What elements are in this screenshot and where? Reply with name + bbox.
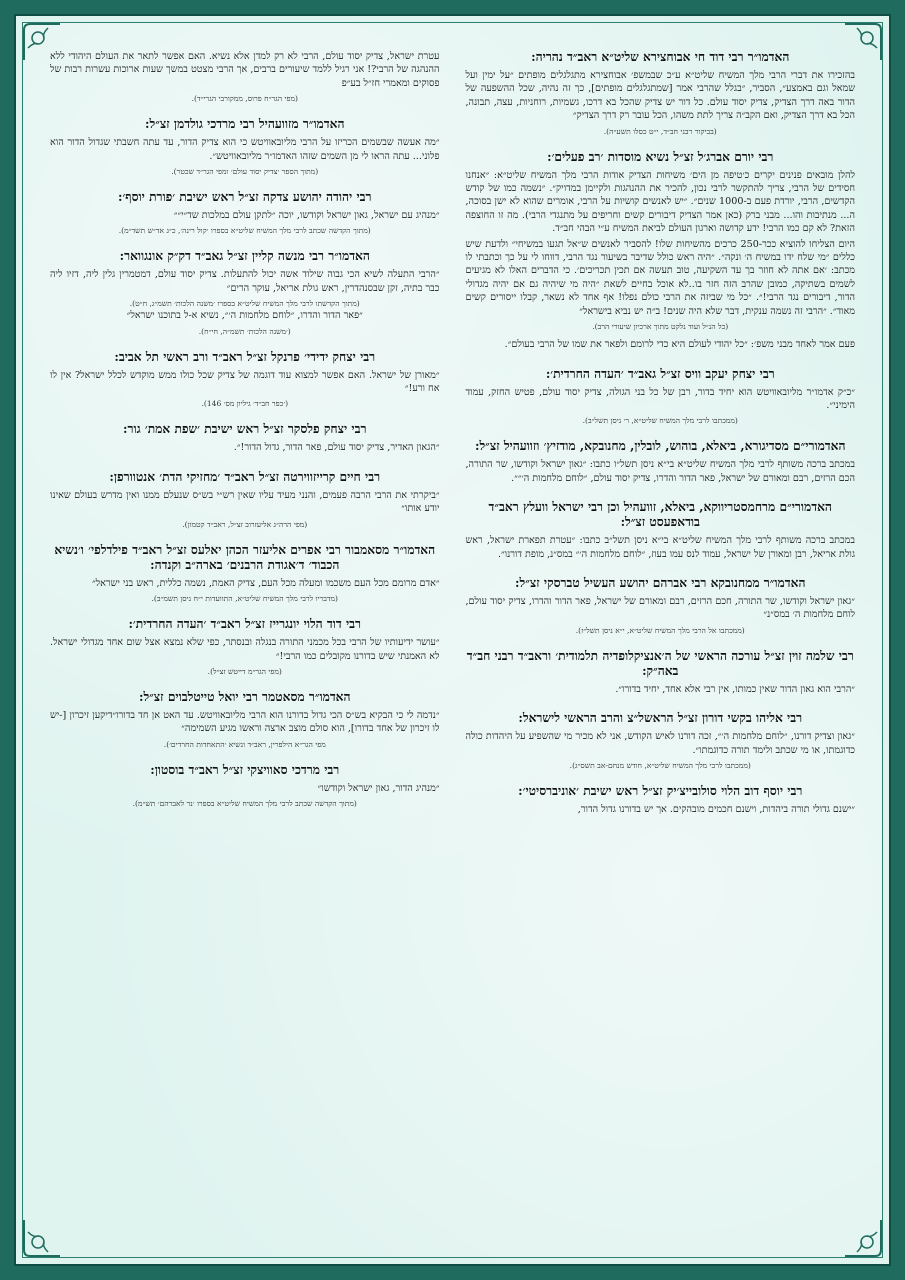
- entry-title: האדמו״ר רבי מנשה קליין זצ״ל גאב״ד דק״ק אונגוואר:: [119, 249, 370, 264]
- entry-title: האדמורי״ם מרחמסטריווקא, ביאלא, זוועהיל וכן רבי ישראל וועלץ ראב״ד בודאפעסט זצ״ל:: [488, 500, 832, 530]
- entry-text: פעם אמר לאחד מבני משפ׳: ״כל יהודי לעולם היא כדי לרומם ולפאר את שמו של הרבי בעולם״.: [504, 339, 855, 351]
- entry-title: רבי שלמה זוין זצ״ל עורכה הראשי של ה׳אנציקלופדיה תלמודית׳ וראב״ד רבני חב״ד באה״ק:: [466, 648, 854, 678]
- entry-text: ״הגאון האדיר, צדיק יסוד עולם, פאר הדור, גדול הדור!״.: [233, 442, 440, 454]
- quote-entry: [466, 576, 856, 636]
- entry-text: ״כ״ק אדמו״ר מליובאוויטש הוא יחיד בדור, רבן של כל בני הגולה, צדיק יסוד עולם, פטיש החזק, עמוד הימיני״.: [465, 386, 855, 411]
- entry-text: ״מאורן של ישראל. האם אפשר למצוא עוד דוגמה של צדיק שכל כולו ממש מוקדש לכלל ישראל? אין לו אח ורע!״: [50, 369, 440, 395]
- entry-source: (מפי הגר״מ דייטש זצ״ל).: [207, 666, 282, 676]
- entry-text: עטרת ישראל, צדיק יסוד עולם, הרבי לא רק למדן אלא נשיא. האם אפשר לתאר את העולם היהודי ללא ההנהגה של הרבי?! אני רגיל ללמד שיעורים ברבים, אך הרבי מצטט במשך שעות ארוכות עשרות רבות של פסוקים ומאמרי חז״ל בע״פ: [50, 51, 440, 89]
- quote-entry: [50, 190, 440, 236]
- entry-text: ״גאון וצדיק דורנו, ״לוחם מלחמות ה׳״, זכה דורנו לאיש הקודש, אני לא מכיר מי שהשפיע על היהדות כולה כדוגמתו, או מי שכתב ולימד תורה כדוגמתו״.: [465, 731, 855, 756]
- quote-entry: [466, 711, 856, 771]
- entry-text: ״ישנם גדולי תורה ביהדות, וישנם חכמים מובהקים. אך יש בדורנו גדול הדור,: [577, 803, 855, 815]
- entry-title: רבי אליהו בקשי דורון זצ״ל הראשל״צ והרב הראשי לישראל:: [518, 711, 803, 726]
- entry-text: ״אדם מרומם מכל העם משכמו ומעלה מכל העם, צדיק האמת, נשמה כללית, ראש בני ישראל״: [91, 577, 440, 589]
- quote-entry: [50, 763, 440, 809]
- quote-entry: [50, 117, 440, 177]
- entry-text: במכתב ברכה משותף לרבי מלך המשיח שליט״א בי״א ניסן תשל״ו כתבו: ״גאון ישראל וקודשו, שר התורה, הכם הרזים, רבם ומאורם של ישראל, פאר הדור והדרו, צדיק יסוד עולם, ״לוחם מלחמות ה׳״״.: [465, 459, 855, 484]
- entry-title: רבי יהודה יהושע צדקה זצ״ל ראש ישיבת ׳פורת יוסף׳:: [117, 190, 372, 205]
- entry-text: ״מה אעשה שבשמים הכריזו על הרבי מליובאוויטש כי הוא צדיק הדור, עד עתה חשבתי שגדול הדור הוא פלוני... עתה הראו לי מן השמים שזהו האדמו״ר מליובאוויטש״.: [50, 137, 440, 162]
- quote-entry: [50, 617, 440, 677]
- entry-text: ״עושר ידיעותיו של הרבי בכל מכמני התורה בנגלה ובנסתר, כפי שלא נמצא אצל שום אחד מגדולי ישראל. לא האמנתי שיש בדורנו מקובלים כמו הרבי!״: [50, 637, 440, 662]
- right-column: [466, 50, 856, 1230]
- entry-source: (מפי הרה״ג אליעזרוב זצ״ל, ראב״ד קטמון).: [182, 519, 308, 529]
- entry-text: ״גאון ישראל וקודשו, שר התורה, חכם הרזים, רבם ומאורם של ישראל, פאר הדור והדרו, צדיק יסוד עולם, לוחם מלחמות ה׳ במס״נ״: [465, 595, 855, 621]
- entry-title: רבי דוד הלוי יונגרייז זצ״ל ראב״ד ׳העדה החרדית׳:: [128, 617, 362, 632]
- entry-source: (ממכתבו לרבי מלך המשיח שליט״א, ר׳ ניסן תשל״ב).: [582, 416, 738, 426]
- entry-source: (ממכתבו אל הרבי מלך המשיח שליט״א, י״א ניסן תשל״ז).: [575, 625, 745, 635]
- entry-source: (מפי הגר״ח פרוס, ממקורבי הגרי״ד).: [191, 94, 298, 104]
- entry-title: רבי יורם אברג׳ל זצ״ל נשיא מוסדות ׳רב פעלים׳:: [547, 149, 774, 164]
- entry-source: (ממכתבו לרבי מלך המשיח שליט״א, חודש מנחם-אב תשס״ג).: [569, 760, 751, 770]
- entry-title: האדמו״ר מסאמבור רבי אפרים אליעזר הכהן יאלעס זצ״ל ראב״ד פילדלפי׳ ו׳נשיא הכבוד׳ ד׳אגודת הרבנים׳ בארה״ב וקנדה:: [54, 542, 436, 572]
- quote-entry-continued: [50, 50, 440, 104]
- entry-text: ״פאר הדור והדרו, ״לוחם מלחמות ה׳״, נשיא א-ל בתוכנו ישראל״: [126, 310, 363, 322]
- entry-source: מפי הגר״א הילפרין, ראב״ד ונשיא ׳התאחדות החרדים׳).: [163, 739, 326, 749]
- entry-source: (מדבריו לרבי מלך המשיח שליט״א, התוועדות י״ח ניסן תשמ״ב).: [151, 594, 338, 604]
- quote-entry: [466, 500, 856, 563]
- document-body: [50, 50, 855, 1230]
- quote-entry: [50, 350, 440, 410]
- entry-text: במכתב ברכה משותף לרבי מלך המשיח שליט״א בי״א ניסן תשל״ב כתבו: ״עטרת תפארת ישראל, ראש גולת אריאל, רבן ומאורן של ישראל, עמוד לנס עמו בעוז, ״לוחם מלחמות ה׳״ במס״נ, מופת דורנו״.: [465, 535, 855, 560]
- entry-title: רבי יוסף דוב הלוי סולובייצ׳יק זצ״ל ראש ישיבת ׳אוניברסיטי׳:: [518, 783, 803, 798]
- entry-title: האדמורי״ם מסדיגורא, ביאלא, בוהוש, לובלין, מחנובקא, מודזיץ׳ וזוועהיל זצ״ל:: [474, 439, 846, 454]
- entry-title: רבי יצחק ידידי׳ פרנקל זצ״ל ראב״ד ורב ראשי תל אביב:: [114, 349, 376, 364]
- entry-title: רבי מרדכי סאוויצקי זצ״ל ראב״ד בוסטון:: [150, 762, 340, 777]
- entry-title: האדמו״ר מזוועהיל רבי מרדכי גולדמן זצ״ל:: [145, 117, 345, 132]
- entry-title: רבי יצחק פלסקר זצ״ל ראש ישיבת ׳שפת אמת׳ גור:: [123, 422, 367, 437]
- entry-text: להלן מובאים פנינים יקרים כ׳טיפה מן הים׳ משיחות הצדיק אודות הרבי מלך המשיח שליט״א: ״אנחנו חסידים של הרבי, צריך להתקשר לרבי נכון, להכיר את ההנהגות ולקיימן במדויק״. ״נשמה כמו של קודש הקדשים, הרבי, יורדת פעם ב-1000 שנים״. ״יש לאנשים קושיות על הרבי, אומרים שהוא לא ישן בסוכה, ה... מנתיבות והו... מבני ברק (כאן אמר הצדיק דיבורים קשים וחריפים על מתנגדי הרבי). מה זו החוצפה הזאת? לא קם כמו הרבי! ידע קדושה וארגון העולם לביאת המשיח ע״י הבהי חב״ד.: [465, 169, 855, 235]
- entry-text: ״מנהיג הדור, גאון ישראל וקודשו״: [317, 782, 440, 794]
- quote-entry: [50, 249, 440, 336]
- entry-title: האדמו״ר רבי דוד חי אבוחצירא שליט״א ראב״ד נהריה:: [531, 50, 790, 64]
- page-frame: [14, 14, 891, 1266]
- entry-source: (׳כפר חב״ד׳ גיליון מס׳ 146).: [201, 399, 289, 409]
- quote-entry: [466, 50, 856, 137]
- entry-text: בהזכירו את דברי הרבי מלך המשיח שליט״א ע״כ שבמשפ׳ אבוחצירא מתגלגלים מופתים ״על ימין ועל שמאל וגם באמצע״, הסביר, ״בגלל שהרבי אמר [שמתגלגלים מופתים], כך זה נהיה, שכל ההשפעה של הדור באה דרך הצדיק, צדיק יסוד עולם. כל דור יש צדיק שהכל בא דרכו, גשמיות, רוחניות, עצה, תבונה, הכל בא דרך הצדיק, ואם הקב״ה צריך לתת משהו, הכל עובר רק דרך הצדיק״: [465, 70, 855, 122]
- entry-source: (מתוך הקדשה שכתב לרבי מלך המשיח שליט״א בספרו ׳נר לאברהם׳ תש״מ).: [132, 799, 357, 809]
- left-column: [50, 50, 440, 1230]
- entry-source: (מתוך הספר ׳צדיק יסוד עולם׳ ומפי הגר״ד שכטר).: [171, 167, 319, 177]
- entry-source: (בביקור רבני חב״ד, י״ט כסלו תשע״ה).: [603, 126, 717, 136]
- quote-entry: [466, 649, 856, 698]
- quote-entry: [50, 470, 440, 530]
- entry-source: (כל הנ״ל ועוד נלקט מתוך ארכיון שיעורי הרב).: [592, 322, 729, 332]
- entry-text: ״הרבי התעלה לשיא הכי גבוה שילוד אשה יכול להתעלות. צדיק יסוד עולם, דמטמרין גלין ליה, דזיו ליה כבר בתיה, זקן שבסנהדרין, ראש גולת אריאל, עוקר הרים״: [50, 269, 440, 294]
- quote-entry: [50, 690, 440, 750]
- entry-title: האדמו״ר מסאטמר רבי יואל טייטלבוים זצ״ל:: [138, 689, 351, 704]
- quote-entry: [466, 784, 856, 818]
- entry-title: האדמו״ר ממחנובקא רבי אברהם יהושע העשיל טברסקי זצ״ל:: [515, 575, 806, 590]
- entry-text: היום הצליחו להוציא ככר-250 כרכים מהשיחות שלו! להסביר לאנשים ש״אל תגעו במשיחי״ ולדעת שיש כללים ״מי שלח ידו במשיח ה׳ ונקה״. ״היה ראש כולל שדיבר בשיעור נגד הרבי, דווחו לי על כך וכתבתי לו מכתב: ׳אם אתה לא חוזר בך עד השקיעה, טוב תעשה אם תכין תכריכים׳. כי הדברים האלו לא מגיעים לשמים בשתיקה, כמובן שהרב הזה חזר בו..לא אוכל בחיים לשאת ״היה מי שיהיה גם אם יהיה מגדולי הדור, דיבורים נגד הרבי!״. ״כל מי שביזה את הרבי כולם נפלו! אף אחד לא נשאר, קבלו ייסורים קשים מאוד״. ״הרבי זה נשמה ענקית, דבר שלא היה שנים! ב״ה יש נביא בישראל״: [465, 238, 855, 317]
- quote-entry: [466, 150, 856, 354]
- entry-source: (מתוך הקדשה שכתב לרבי מלך המשיח שליט״א בספרו ׳קול רינה׳, כ״ג אד״ש תשד״מ).: [118, 226, 371, 236]
- entry-text: ״הרבי הוא גאון הדור שאין כמותו, אין רבי אלא אחד, יחיד בדורו״.: [615, 683, 855, 695]
- quote-entry: [466, 439, 856, 487]
- quote-entry: [50, 422, 440, 456]
- entry-text: ״ביקרתי את הרבי הרבה פעמים, והנני מעיד עליו שאין רש״י בש״ס שנעלם ממנו ואין מדרש בעולם שאינו יודע אותו״: [50, 489, 440, 515]
- quote-entry: [50, 543, 440, 604]
- entry-title: רבי יצחק יעקב וויס זצ״ל גאב״ד ׳העדה החרדית׳:: [545, 366, 775, 381]
- entry-source: (מתוך הקדשתו לרבי מלך המשיח שליט״א בספרו ׳משנה הלכות׳ תשמ״ג, ח״ט).: [129, 299, 360, 309]
- entry-text: ״נדמה לי כי הבקיא בש״ס הכי גדול בדורנו הוא הרבי מליובאוויטש. עד האט אן חד בדורו״דיקען זיכרון [-יש לו זיכרון של אחד בדורו], הוא סולם מוצב ארצה וראשו מגיע השמימה״: [50, 709, 440, 735]
- quote-entry: [466, 367, 856, 427]
- entry-text: ״מנהיג עם ישראל, גאון ישראל וקודשו, יוכה ״לתקן עולם במלכות שד״י״״: [173, 210, 440, 222]
- entry-source: (׳משנה הלכות׳ תשמ״ה, חי״ח).: [198, 326, 291, 336]
- entry-title: רבי חיים קרייזווירטה זצ״ל ראב״ד ׳מחזיקי הדת׳ אנטוורפן:: [109, 469, 381, 484]
